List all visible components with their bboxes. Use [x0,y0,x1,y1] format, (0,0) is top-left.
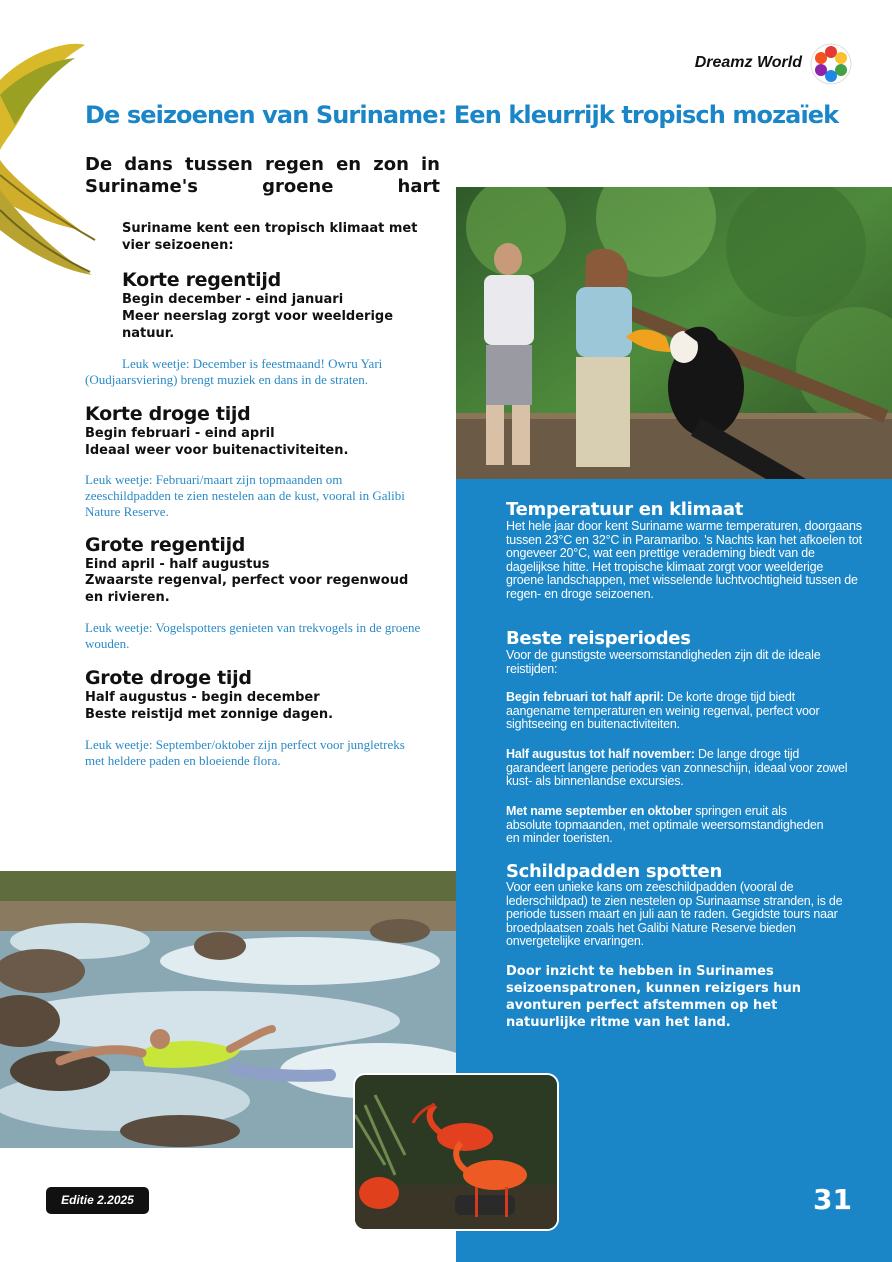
season-description: Beste reistijd met zonnige dagen. [85,707,334,722]
season-dates: Eind april - half augustus [85,557,270,572]
period-text: De korte droge tijd biedt aangename temperaturen en weinig regenval, perfect voor sightseeing en buitenactiviteiten. [506,690,820,731]
period-paragraph [506,805,826,846]
brand-name: Dreamz World [694,54,802,71]
period-label: Begin februari tot half april: [506,690,664,704]
season-heading: Grote regentijd [85,534,246,556]
subtitle: De dans tussen regen en zon in Suriname's groene hart [85,154,440,197]
toucan-visitors-photo [456,187,892,479]
fun-fact: Leuk weetje: September/oktober zijn perfect voor jungletreks met heldere paden en bloeiende flora. [85,737,405,768]
page-title: De seizoenen van Suriname: Een kleurrijk tropisch mozaïek [85,101,839,129]
period-text: springen eruit als absolute topmaanden, met optimale weersomstandigheden en minder toeristen. [506,804,824,845]
season-heading: Korte regentijd [122,269,281,291]
season-dates: Begin februari - eind april [85,426,275,441]
season-description: Meer neerslag zorgt voor weelderige natuur. [122,309,394,341]
intro-text: Suriname kent een tropisch klimaat met vier seizoenen: [122,221,418,253]
period-paragraph [506,748,852,789]
brand-logo-icon [810,43,852,85]
season-description: Zwaarste regenval, perfect voor regenwoud en rivieren. [85,573,409,605]
season-description: Ideaal weer voor buitenactiviteiten. [85,443,349,458]
season-heading: Grote droge tijd [85,667,252,689]
period-paragraph [506,691,846,732]
fun-fact: Leuk weetje: Februari/maart zijn topmaanden om zeeschildpadden te zien nestelen aan de kust, vooral in Galibi Nature Reserve. [85,472,405,519]
temperature-text: Het hele jaar door kent Suriname warme temperaturen, doorgaans tussen 23°C en 32°C in Paramaribo. 's Nachts kan het afkoelen tot ongeveer 20°C, wat een prettige verademing biedt van de dagelijkse hitte. Het tropische klimaat zorgt voor weelderige groene landschappen, met wisselende luchtvochtigheid tussen de regen- en droge seizoenen. [506,519,862,601]
section-heading-turtles: Schildpadden spotten [506,861,722,882]
scarlet-ibis-photo [353,1073,559,1231]
season-dates: Half augustus - begin december [85,690,320,705]
closing-text: Door inzicht te hebben in Surinames seizoenspatronen, kunnen reizigers hun avonturen perfect afstemmen op het natuurlijke ritme van het land. [506,964,802,1030]
page-number: 31 [813,1183,852,1216]
period-label: Met name september en oktober [506,804,692,818]
period-label: Half augustus tot half november: [506,747,695,761]
best-periods-intro: Voor de gunstigste weersomstandigheden zijn dit de ideale reistijden: [506,648,821,676]
period-text: De lange droge tijd garandeert langere periodes van zonneschijn, ideaal voor zowel kust- als binnenlandse excursies. [506,747,848,788]
section-heading-temperature: Temperatuur en klimaat [506,499,743,520]
season-heading: Korte droge tijd [85,403,251,425]
fun-fact: Leuk weetje: December is feestmaand! Owru Yari (Oudjaarsviering) brengt muziek en dans in de straten. [85,356,383,387]
fun-fact: Leuk weetje: Vogelspotters genieten van trekvogels in de groene wouden. [85,620,421,651]
edition-badge: Editie 2.2025 [46,1187,149,1214]
section-heading-best-periods: Beste reisperiodes [506,628,691,649]
turtles-text: Voor een unieke kans om zeeschildpadden (vooral de lederschildpad) te zien nestelen op Surinaamse stranden, is de periode tussen maart en juli aan te raden. Gegidste tours naar broedplaatsen zoals het Galibi Nature Reserve bieden onvergetelijke ervaringen. [506,880,843,948]
season-dates: Begin december - eind januari [122,292,344,307]
